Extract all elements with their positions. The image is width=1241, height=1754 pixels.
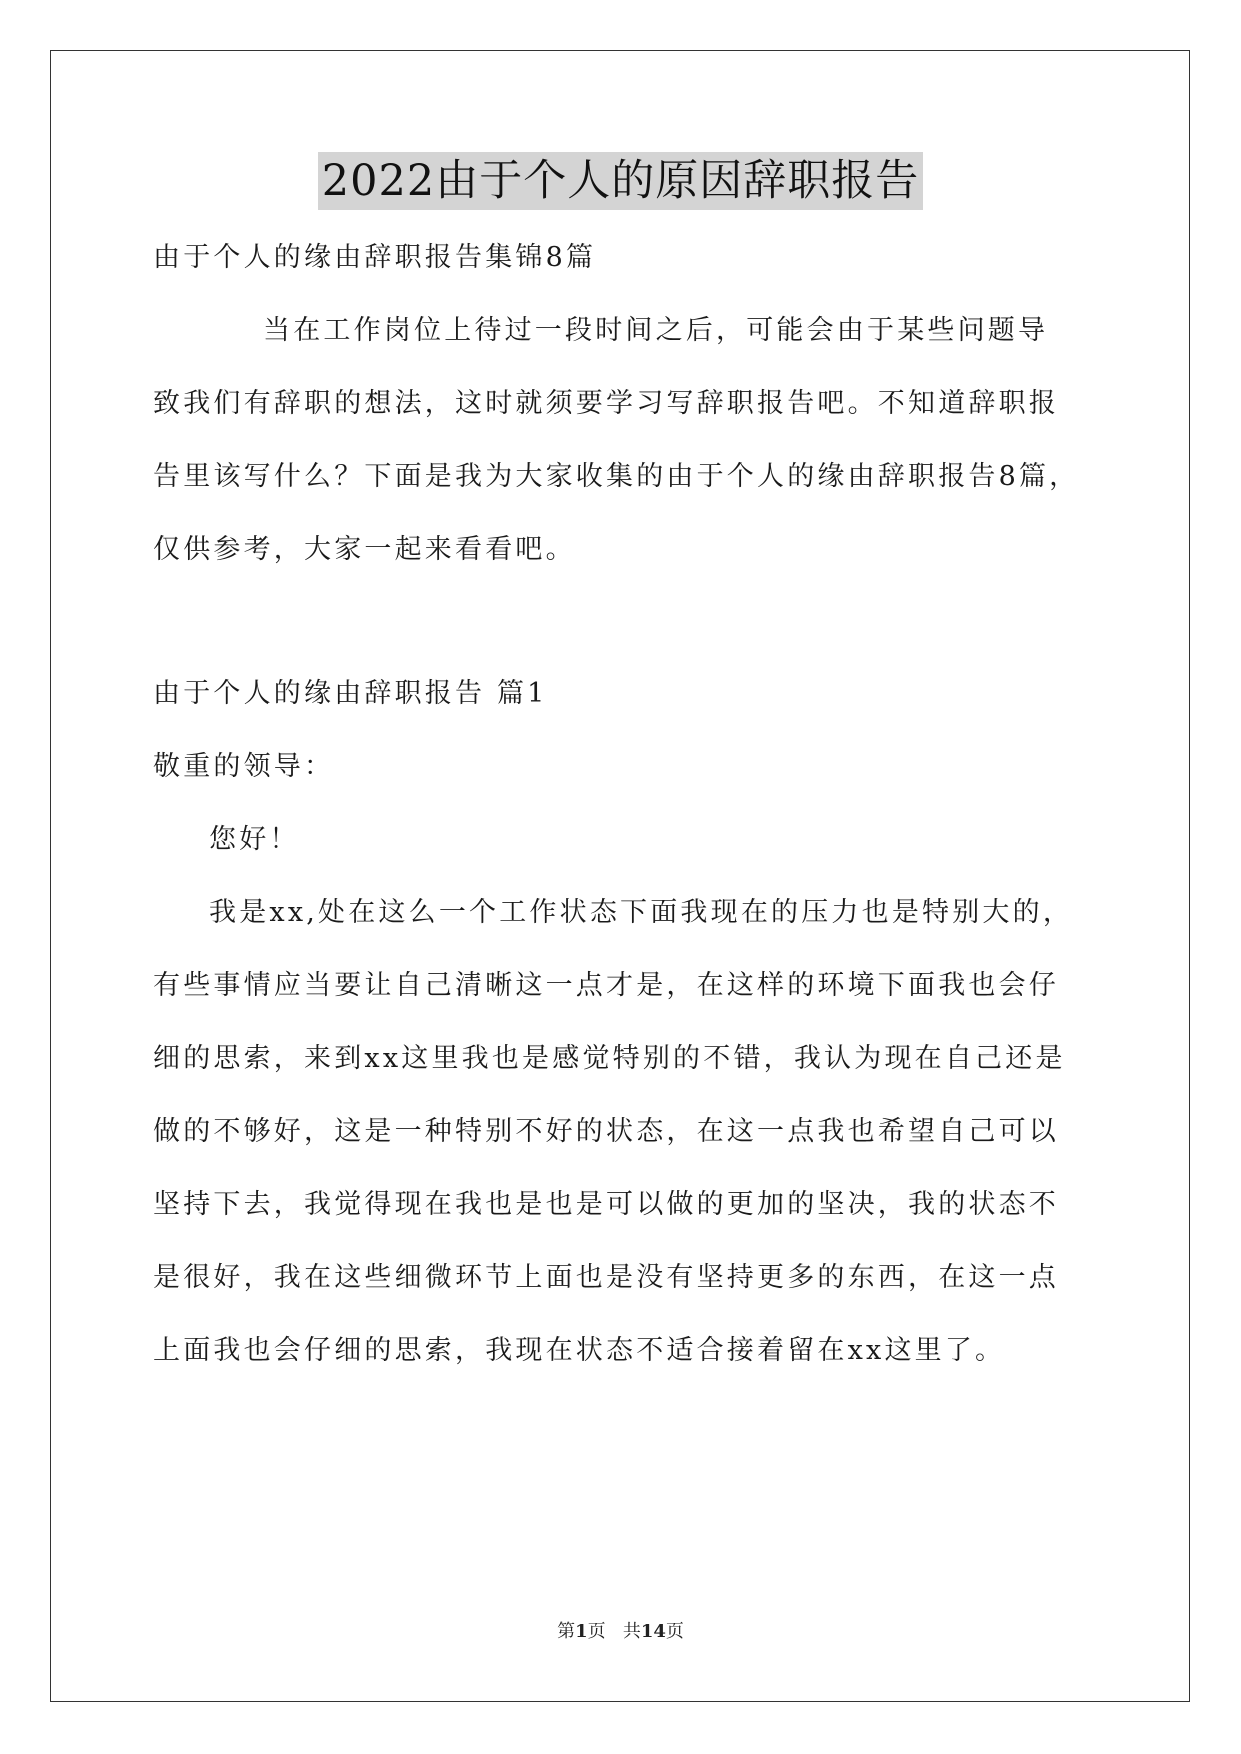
page-footer [0, 1620, 1241, 1644]
body-line-3: 细的思索，来到xx这里我也是感觉特别的不错，我认为现在自己还是 [153, 1043, 1066, 1074]
body-line-7: 上面我也会仔细的思索，我现在状态不适合接着留在xx这里了。 [153, 1335, 1006, 1366]
document-title: 2022由于个人的原因辞职报告 [318, 152, 923, 210]
body-line-2: 有些事情应当要让自己清晰这一点才是，在这样的环境下面我也会仔 [153, 970, 1059, 1001]
body-line-6: 是很好，我在这些细微环节上面也是没有坚持更多的东西，在这一点 [153, 1262, 1059, 1293]
intro-line-4: 仅供参考，大家一起来看看吧。 [153, 534, 576, 565]
page-total: 14 [640, 1621, 666, 1642]
total-prefix: 共 [622, 1621, 641, 1642]
intro-line-3: 告里该写什么？下面是我为大家收集的由于个人的缘由辞职报告8篇， [153, 461, 1080, 492]
document-subtitle: 由于个人的缘由辞职报告集锦8篇 [153, 242, 597, 273]
title-container [0, 152, 1241, 210]
section-heading: 由于个人的缘由辞职报告 篇1 [153, 678, 548, 709]
body-line-4: 做的不够好，这是一种特别不好的状态，在这一点我也希望自己可以 [153, 1116, 1059, 1147]
page-current: 1 [575, 1621, 588, 1642]
intro-line-1: 当在工作岗位上待过一段时间之后，可能会由于某些问题导 [263, 315, 1049, 346]
total-suffix: 页 [665, 1621, 684, 1642]
page-suffix: 页 [587, 1621, 606, 1642]
body-line-5: 坚持下去，我觉得现在我也是也是可以做的更加的坚决，我的状态不 [153, 1189, 1059, 1220]
body-line-1: 我是xx,处在这么一个工作状态下面我现在的压力也是特别大的， [209, 897, 1074, 928]
page-prefix: 第 [557, 1621, 576, 1642]
intro-line-2: 致我们有辞职的想法，这时就须要学习写辞职报告吧。不知道辞职报 [153, 388, 1059, 419]
page-border [50, 50, 1190, 1702]
greeting: 您好！ [209, 824, 300, 855]
salutation: 敬重的领导： [153, 751, 335, 782]
